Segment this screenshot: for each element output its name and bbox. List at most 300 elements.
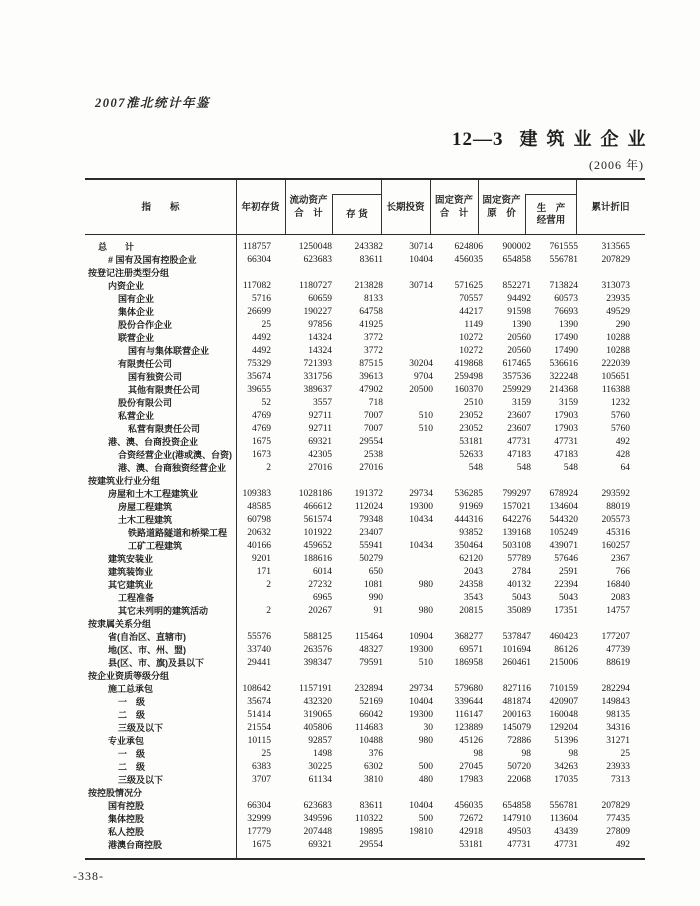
- value-cell: 134604: [549, 502, 578, 512]
- value-cell: 47731: [554, 437, 578, 447]
- value-cell: 654858: [502, 801, 531, 811]
- value-cell: 510: [418, 424, 433, 434]
- table-row: [85, 579, 645, 592]
- value-cell: 66304: [247, 801, 271, 811]
- row-label: 按企业资质等级分组: [88, 671, 170, 681]
- header-indicator: [85, 180, 236, 234]
- table-row: [85, 592, 645, 605]
- value-cell: [236, 787, 285, 800]
- value-cell: 66304: [247, 255, 271, 265]
- row-label: 建筑装饰业: [108, 567, 154, 577]
- row-label: 工程准备: [118, 593, 155, 603]
- value-cell: 10288: [606, 346, 630, 356]
- header-fixed-assets-total: [430, 180, 478, 234]
- value-cell: 17779: [247, 827, 271, 837]
- value-cell: 6014: [313, 567, 332, 577]
- value-cell: 510: [418, 411, 433, 421]
- value-cell: 30714: [409, 242, 433, 252]
- value-cell: 548: [468, 463, 483, 473]
- table-row: [85, 605, 645, 618]
- value-cell: 456035: [454, 255, 483, 265]
- value-cell: 23407: [359, 528, 383, 538]
- value-cell: 20560: [507, 333, 531, 343]
- value-cell: 319065: [303, 710, 332, 720]
- value-cell: 980: [418, 606, 433, 616]
- value-cell: 5716: [252, 294, 271, 304]
- value-cell: 53181: [459, 840, 483, 850]
- value-cell: 389637: [303, 385, 332, 395]
- header-current-assets-line1: 流动资产: [289, 195, 328, 206]
- value-cell: 10488: [359, 736, 383, 746]
- value-cell: [487, 475, 533, 488]
- row-label: 港澳台商控股: [108, 840, 163, 850]
- value-cell: 650: [368, 567, 383, 577]
- row-label: 集体企业: [118, 307, 155, 317]
- value-cell: 23933: [606, 762, 630, 772]
- value-cell: 460423: [549, 632, 578, 642]
- row-label: 一 级: [118, 697, 146, 707]
- table-row: [85, 657, 645, 670]
- value-cell: 139168: [502, 528, 531, 538]
- header-current-assets-total: [285, 180, 332, 234]
- row-label: 其他有限责任公司: [128, 385, 201, 395]
- table-body: [85, 235, 645, 858]
- value-cell: 207829: [601, 801, 630, 811]
- table-row: [85, 696, 645, 709]
- value-cell: 22394: [554, 580, 578, 590]
- value-cell: 34263: [554, 762, 578, 772]
- yearbook-title: 2007淮北统计年鉴: [95, 96, 211, 110]
- value-cell: 88619: [606, 658, 630, 668]
- value-cell: 1149: [464, 320, 483, 330]
- value-cell: 10434: [409, 515, 433, 525]
- value-cell: [337, 618, 387, 631]
- value-cell: 5760: [611, 411, 630, 421]
- table-row: [85, 462, 645, 475]
- value-cell: 2: [266, 606, 271, 616]
- value-cell: 17903: [554, 424, 578, 434]
- value-cell: 118757: [242, 242, 271, 252]
- table-row: [85, 618, 645, 631]
- value-cell: [387, 293, 437, 306]
- value-cell: 190227: [303, 307, 332, 317]
- value-cell: 94492: [507, 294, 531, 304]
- value-cell: 17351: [554, 606, 578, 616]
- value-cell: 349596: [303, 814, 332, 824]
- row-label: 国有与集体联营企业: [128, 346, 210, 356]
- value-cell: 339644: [454, 697, 483, 707]
- value-cell: 188616: [303, 554, 332, 564]
- value-cell: 10404: [409, 255, 433, 265]
- value-cell: 86126: [554, 645, 578, 655]
- value-cell: 721393: [303, 359, 332, 369]
- value-cell: 60659: [308, 294, 332, 304]
- value-cell: 79591: [359, 658, 383, 668]
- value-cell: 41925: [359, 320, 383, 330]
- value-cell: 260461: [502, 658, 531, 668]
- value-cell: 52169: [359, 697, 383, 707]
- value-cell: 20500: [409, 385, 433, 395]
- value-cell: 51396: [554, 736, 578, 746]
- value-cell: 110322: [354, 814, 383, 824]
- value-cell: 186958: [454, 658, 483, 668]
- row-label: 股份合作企业: [118, 320, 173, 330]
- value-cell: 60798: [247, 515, 271, 525]
- header-production-use-line2: 经营用: [536, 214, 566, 226]
- value-cell: 7007: [364, 424, 383, 434]
- value-cell: 503108: [502, 541, 531, 551]
- value-cell: 25: [620, 749, 630, 759]
- value-cell: 10404: [409, 801, 433, 811]
- header-fixed-assets-original-line2: 原 价: [487, 208, 516, 219]
- value-cell: 990: [368, 593, 383, 603]
- header-indicator-label: 指 标: [141, 201, 180, 213]
- value-cell: [533, 670, 582, 683]
- row-label: 省(自治区、直辖市): [108, 632, 186, 642]
- header-production-use-line1: 生 产: [536, 202, 566, 214]
- value-cell: 88019: [606, 502, 630, 512]
- table-row: [85, 644, 645, 657]
- value-cell: 444316: [454, 515, 483, 525]
- value-cell: 642276: [502, 515, 531, 525]
- value-cell: 113604: [549, 814, 578, 824]
- value-cell: 105249: [549, 528, 578, 538]
- row-label: 港、澳、台商独资经营企业: [118, 463, 227, 473]
- header-long-term-investment: [381, 180, 430, 234]
- value-cell: 23052: [459, 411, 483, 421]
- value-cell: 25: [261, 320, 271, 330]
- table-row: [85, 787, 645, 800]
- value-cell: 105651: [601, 372, 630, 382]
- value-cell: [387, 592, 437, 605]
- value-cell: 30: [423, 723, 433, 733]
- value-cell: 1673: [252, 450, 271, 460]
- header-inventory: [332, 194, 381, 234]
- row-label: 港、澳、台商投资企业: [108, 437, 199, 447]
- value-cell: 4769: [252, 411, 271, 421]
- value-cell: 91598: [507, 307, 531, 317]
- value-cell: 5043: [559, 593, 578, 603]
- value-cell: 2: [266, 580, 271, 590]
- value-cell: 19810: [409, 827, 433, 837]
- value-cell: 432320: [303, 697, 332, 707]
- value-cell: 3707: [252, 775, 271, 785]
- value-cell: 243382: [354, 242, 383, 252]
- value-cell: 39655: [247, 385, 271, 395]
- value-cell: 4492: [252, 333, 271, 343]
- value-cell: 579680: [454, 684, 483, 694]
- value-cell: 42305: [308, 450, 332, 460]
- value-cell: 160048: [549, 710, 578, 720]
- value-cell: 30204: [409, 359, 433, 369]
- value-cell: [387, 462, 437, 475]
- value-cell: 588125: [303, 632, 332, 642]
- value-cell: 101694: [502, 645, 531, 655]
- value-cell: 561574: [303, 515, 332, 525]
- value-cell: 10404: [409, 697, 433, 707]
- value-cell: [437, 267, 487, 280]
- value-cell: 4769: [252, 424, 271, 434]
- value-cell: 1157191: [299, 684, 332, 694]
- value-cell: 419868: [454, 359, 483, 369]
- value-cell: 2083: [611, 593, 630, 603]
- table-row: [85, 774, 645, 787]
- table-row: [85, 709, 645, 722]
- value-cell: [236, 592, 285, 605]
- row-label: 施工总承包: [108, 684, 154, 694]
- value-cell: 405806: [303, 723, 332, 733]
- value-cell: 83611: [359, 255, 383, 265]
- value-cell: 617465: [502, 359, 531, 369]
- value-cell: 30714: [409, 281, 433, 291]
- value-cell: 459652: [303, 541, 332, 551]
- value-cell: 710159: [549, 684, 578, 694]
- header-production-use: [525, 194, 576, 234]
- value-cell: 47731: [507, 840, 531, 850]
- value-cell: 350464: [454, 541, 483, 551]
- value-cell: 49529: [606, 307, 630, 317]
- value-cell: 29734: [409, 684, 433, 694]
- value-cell: 259498: [454, 372, 483, 382]
- value-cell: 45126: [459, 736, 483, 746]
- header-fixed-assets-total-line2: 合 计: [439, 208, 469, 219]
- value-cell: 43439: [554, 827, 578, 837]
- table-row: [85, 306, 645, 319]
- table-row: [85, 384, 645, 397]
- value-cell: 47183: [554, 450, 578, 460]
- value-cell: 52633: [459, 450, 483, 460]
- value-cell: 19300: [409, 502, 433, 512]
- value-cell: 290: [615, 320, 630, 330]
- value-cell: 548: [516, 463, 531, 473]
- value-cell: 510: [418, 658, 433, 668]
- value-cell: 32999: [247, 814, 271, 824]
- value-cell: [387, 397, 437, 410]
- header-begin-year-inventory: [236, 180, 285, 234]
- value-cell: 49503: [507, 827, 531, 837]
- value-cell: 537847: [502, 632, 531, 642]
- row-label: 按登记注册类型分组: [88, 268, 170, 278]
- value-cell: 827116: [502, 684, 531, 694]
- value-cell: [533, 618, 582, 631]
- value-cell: 72886: [507, 736, 531, 746]
- value-cell: 19895: [359, 827, 383, 837]
- value-cell: 492: [615, 840, 630, 850]
- value-cell: 980: [418, 580, 433, 590]
- value-cell: 556781: [549, 255, 578, 265]
- value-cell: 17490: [554, 346, 578, 356]
- row-label: 建筑安装业: [108, 554, 154, 564]
- table-row: [85, 683, 645, 696]
- table-row: [85, 540, 645, 553]
- value-cell: 27045: [459, 762, 483, 772]
- table-row: [85, 631, 645, 644]
- value-cell: [582, 475, 645, 488]
- table-row: [85, 397, 645, 410]
- value-cell: 35089: [507, 606, 531, 616]
- value-cell: 6302: [364, 762, 383, 772]
- value-cell: [487, 267, 533, 280]
- value-cell: 1028186: [298, 489, 332, 499]
- header-long-term-investment-label: 长期投资: [386, 201, 425, 213]
- value-cell: [337, 267, 387, 280]
- value-cell: 112024: [354, 502, 383, 512]
- value-cell: 14324: [308, 333, 332, 343]
- value-cell: [387, 436, 437, 449]
- value-cell: [387, 748, 437, 761]
- value-cell: 20267: [308, 606, 332, 616]
- value-cell: 157021: [502, 502, 531, 512]
- value-cell: 259929: [502, 385, 531, 395]
- value-cell: 623683: [303, 255, 332, 265]
- value-cell: 47183: [507, 450, 531, 460]
- table-row: [85, 813, 645, 826]
- value-cell: 17983: [459, 775, 483, 785]
- value-cell: 48585: [247, 502, 271, 512]
- value-cell: 2538: [364, 450, 383, 460]
- row-label: 铁路道路隧道和桥梁工程: [128, 528, 228, 538]
- value-cell: [236, 618, 285, 631]
- row-label: 工矿工程建筑: [128, 541, 183, 551]
- value-cell: 1250048: [298, 242, 332, 252]
- value-cell: 22068: [507, 775, 531, 785]
- value-cell: 177207: [601, 632, 630, 642]
- value-cell: 29441: [247, 658, 271, 668]
- table-row: [85, 735, 645, 748]
- header-fixed-assets-original-line1: 固定资产: [482, 195, 521, 206]
- value-cell: 1180727: [299, 281, 332, 291]
- value-cell: [387, 345, 437, 358]
- row-label: 三级及以下: [118, 723, 164, 733]
- value-cell: 17903: [554, 411, 578, 421]
- value-cell: [387, 670, 437, 683]
- value-cell: 191372: [354, 489, 383, 499]
- value-cell: 23052: [459, 424, 483, 434]
- value-cell: 35674: [247, 372, 271, 382]
- value-cell: 42918: [459, 827, 483, 837]
- value-cell: [285, 475, 337, 488]
- value-cell: 10272: [459, 333, 483, 343]
- value-cell: 1081: [364, 580, 383, 590]
- table-row: [85, 839, 645, 852]
- value-cell: [437, 475, 487, 488]
- value-cell: 69571: [459, 645, 483, 655]
- value-cell: 10115: [247, 736, 271, 746]
- table-row: [85, 514, 645, 527]
- row-label: 国有企业: [118, 294, 155, 304]
- indicator-column-divider: [236, 235, 237, 858]
- value-cell: 420907: [549, 697, 578, 707]
- value-cell: [487, 670, 533, 683]
- value-cell: 160257: [601, 541, 630, 551]
- value-cell: 47731: [507, 437, 531, 447]
- value-cell: 50279: [359, 554, 383, 564]
- value-cell: [337, 475, 387, 488]
- value-cell: 27809: [606, 827, 630, 837]
- value-cell: [533, 267, 582, 280]
- value-cell: 766: [615, 567, 630, 577]
- value-cell: 55941: [359, 541, 383, 551]
- value-cell: [285, 670, 337, 683]
- value-cell: 213828: [354, 281, 383, 291]
- value-cell: 571625: [454, 281, 483, 291]
- value-cell: 19300: [409, 645, 433, 655]
- row-label: 国有控股: [108, 801, 145, 811]
- value-cell: 16840: [606, 580, 630, 590]
- value-cell: 101922: [303, 528, 332, 538]
- value-cell: 3772: [364, 346, 383, 356]
- value-cell: 117082: [242, 281, 271, 291]
- value-cell: 1675: [252, 437, 271, 447]
- table-row: [85, 319, 645, 332]
- value-cell: 200163: [502, 710, 531, 720]
- value-cell: [387, 787, 437, 800]
- value-cell: 536285: [454, 489, 483, 499]
- value-cell: 47902: [359, 385, 383, 395]
- value-cell: 368277: [454, 632, 483, 642]
- table-row: [85, 488, 645, 501]
- row-label: 县(区、市、旗)及县以下: [108, 658, 204, 668]
- value-cell: 116147: [454, 710, 483, 720]
- value-cell: [387, 566, 437, 579]
- value-cell: 1675: [252, 840, 271, 850]
- row-label: 三级及以下: [118, 775, 164, 785]
- value-cell: 556781: [549, 801, 578, 811]
- value-cell: 75329: [247, 359, 271, 369]
- value-cell: [387, 618, 437, 631]
- value-cell: 799297: [502, 489, 531, 499]
- value-cell: 480: [418, 775, 433, 785]
- value-cell: 98135: [606, 710, 630, 720]
- table-row: [85, 423, 645, 436]
- value-cell: 14757: [606, 606, 630, 616]
- value-cell: 623683: [303, 801, 332, 811]
- value-cell: 53181: [459, 437, 483, 447]
- table-row: [85, 241, 645, 254]
- value-cell: 466612: [303, 502, 332, 512]
- value-cell: [236, 267, 285, 280]
- value-cell: 147910: [502, 814, 531, 824]
- value-cell: 20815: [459, 606, 483, 616]
- row-label: 一 级: [118, 749, 146, 759]
- value-cell: 19300: [409, 710, 433, 720]
- value-cell: 428: [615, 450, 630, 460]
- value-cell: 10288: [606, 333, 630, 343]
- value-cell: 145079: [502, 723, 531, 733]
- value-cell: 66042: [359, 710, 383, 720]
- value-cell: 718: [368, 398, 383, 408]
- row-label: 私人控股: [108, 827, 145, 837]
- value-cell: 55576: [247, 632, 271, 642]
- value-cell: 17035: [554, 775, 578, 785]
- value-cell: 62120: [459, 554, 483, 564]
- value-cell: 98: [473, 749, 483, 759]
- value-cell: 222039: [601, 359, 630, 369]
- value-cell: [387, 267, 437, 280]
- table-row: [85, 501, 645, 514]
- value-cell: 4492: [252, 346, 271, 356]
- value-cell: 2510: [464, 398, 483, 408]
- table-row: [85, 722, 645, 735]
- value-cell: 207829: [601, 255, 630, 265]
- value-cell: 72672: [459, 814, 483, 824]
- table-row: [85, 800, 645, 813]
- value-cell: 25: [261, 749, 271, 759]
- value-cell: 21554: [247, 723, 271, 733]
- value-cell: 6383: [252, 762, 271, 772]
- value-cell: 205573: [601, 515, 630, 525]
- value-cell: 500: [418, 762, 433, 772]
